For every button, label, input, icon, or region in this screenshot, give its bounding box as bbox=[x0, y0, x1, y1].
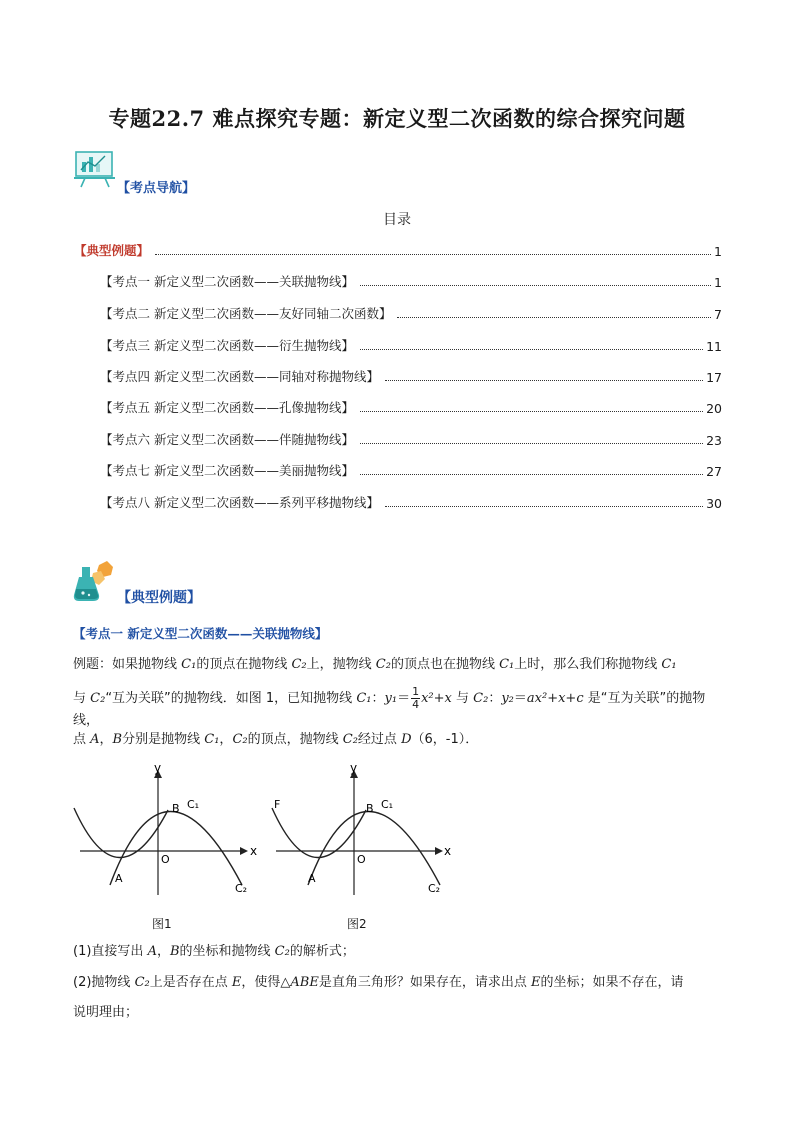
x-axis-label: x bbox=[444, 844, 452, 858]
x-axis-label: x bbox=[250, 844, 258, 858]
fraction: $\frac{1}{4}$ bbox=[412, 685, 420, 711]
figure-2-caption: 图2 bbox=[347, 917, 367, 931]
page-title: 专题22.7 难点探究专题：新定义型二次函数的综合探究问题 bbox=[108, 106, 686, 131]
point-a-label: A bbox=[115, 872, 123, 885]
toc-entry[interactable] bbox=[100, 398, 722, 416]
toc-entry[interactable] bbox=[100, 493, 722, 511]
topic-heading: 【考点一 新定义型二次函数——关联抛物线】 bbox=[73, 626, 328, 641]
toc-entry-label: 【考点三 新定义型二次函数——衍生抛物线】 bbox=[100, 338, 354, 353]
toc-heading: 目录 bbox=[383, 212, 411, 228]
toc-entry-page: 11 bbox=[706, 339, 722, 354]
toc-entry-label: 【考点一 新定义型二次函数——关联抛物线】 bbox=[100, 274, 354, 289]
question-2-continued: 说明理由； bbox=[73, 1005, 139, 1020]
toc-entry[interactable] bbox=[100, 272, 722, 290]
toc-entry-label: 【考点二 新定义型二次函数——友好同轴二次函数】 bbox=[100, 306, 392, 321]
toc-entry[interactable] bbox=[100, 367, 722, 385]
example-line-2: 与 C₂“互为关联”的抛物线．如图 1，已知抛物线 C₁：y₁＝ $\frac{1}{4}$ x²+x 与 C₂：y₂＝ax²+x+c 是“互为关联”的抛物线， bbox=[73, 685, 706, 728]
section-label: 【典型例题】 bbox=[117, 590, 201, 606]
toc-entry-page: 27 bbox=[706, 464, 722, 479]
curve-c1-label: C₁ bbox=[187, 798, 200, 811]
example-line-1: 例题：如果抛物线 C₁的顶点在抛物线 C₂上，抛物线 C₂的顶点也在抛物线 C₁上时，那么我们称抛物线 C₁ bbox=[73, 657, 677, 672]
nav-label: 【考点导航】 bbox=[117, 181, 196, 196]
example-line-3: 点 A，B分别是抛物线 C₁，C₂的顶点，抛物线 C₂经过点 D（6，-1）． bbox=[73, 732, 479, 747]
y-axis-label: y bbox=[154, 761, 162, 775]
x-axis-arrow bbox=[435, 847, 443, 855]
toc-entry-label: 【典型例题】 bbox=[74, 243, 150, 258]
toc-leader bbox=[385, 506, 703, 507]
question-1: (1)直接写出 A，B的坐标和抛物线 C₂的解析式； bbox=[73, 944, 355, 959]
toc-leader bbox=[397, 317, 711, 318]
figure-2 bbox=[268, 760, 458, 900]
point-f-label: F bbox=[274, 798, 281, 811]
parabola-c1 bbox=[74, 808, 168, 858]
toc-leader bbox=[360, 349, 703, 350]
toc-leader bbox=[360, 411, 703, 412]
parabola-c2 bbox=[110, 812, 242, 886]
point-b-label: B bbox=[172, 802, 180, 815]
toc-leader bbox=[385, 380, 703, 381]
origin-label: O bbox=[357, 853, 366, 866]
y-axis-label: y bbox=[350, 761, 358, 775]
toc-entry-label: 【考点五 新定义型二次函数——孔像抛物线】 bbox=[100, 400, 354, 415]
curve-c1-label: C₁ bbox=[381, 798, 394, 811]
lab-flask-icon bbox=[73, 559, 115, 603]
toc-entry-label: 【考点六 新定义型二次函数——伴随抛物线】 bbox=[100, 432, 354, 447]
x-axis-arrow bbox=[240, 847, 248, 855]
presentation-board-icon bbox=[73, 150, 117, 188]
toc-leader bbox=[360, 474, 703, 475]
toc-entry-main[interactable] bbox=[74, 241, 722, 259]
toc-leader bbox=[360, 443, 703, 444]
toc-entry-page: 1 bbox=[714, 275, 722, 290]
figure-1 bbox=[70, 760, 260, 900]
toc-entry[interactable] bbox=[100, 461, 722, 479]
toc-entry-label: 【考点八 新定义型二次函数——系列平移抛物线】 bbox=[100, 495, 379, 510]
question-2: (2)抛物线 C₂上是否存在点 E，使得△ABE是直角三角形？如果存在，请求出点 E的坐标；如果不存在，请 bbox=[73, 975, 684, 990]
toc-leader bbox=[155, 254, 711, 255]
toc-leader bbox=[360, 285, 711, 286]
toc-entry[interactable] bbox=[100, 304, 722, 322]
toc-entry-page: 20 bbox=[706, 401, 722, 416]
toc-entry[interactable] bbox=[100, 430, 722, 448]
curve-c2-label: C₂ bbox=[235, 882, 248, 895]
figure-1-caption: 图1 bbox=[152, 917, 172, 931]
toc-entry-label: 【考点四 新定义型二次函数——同轴对称抛物线】 bbox=[100, 369, 379, 384]
curve-c2-label: C₂ bbox=[428, 882, 441, 895]
toc-entry-label: 【考点七 新定义型二次函数——美丽抛物线】 bbox=[100, 463, 354, 478]
toc-entry-page: 23 bbox=[706, 433, 722, 448]
origin-label: O bbox=[161, 853, 170, 866]
parabola-c2 bbox=[308, 812, 440, 886]
point-a-label: A bbox=[308, 872, 316, 885]
toc-entry-page: 30 bbox=[706, 496, 722, 511]
parabola-c1 bbox=[272, 808, 366, 858]
point-b-label: B bbox=[366, 802, 374, 815]
toc-entry[interactable] bbox=[100, 336, 722, 354]
toc-entry-page: 17 bbox=[706, 370, 722, 385]
toc-entry-page: 7 bbox=[714, 307, 722, 322]
toc-entry-page: 1 bbox=[714, 244, 722, 259]
